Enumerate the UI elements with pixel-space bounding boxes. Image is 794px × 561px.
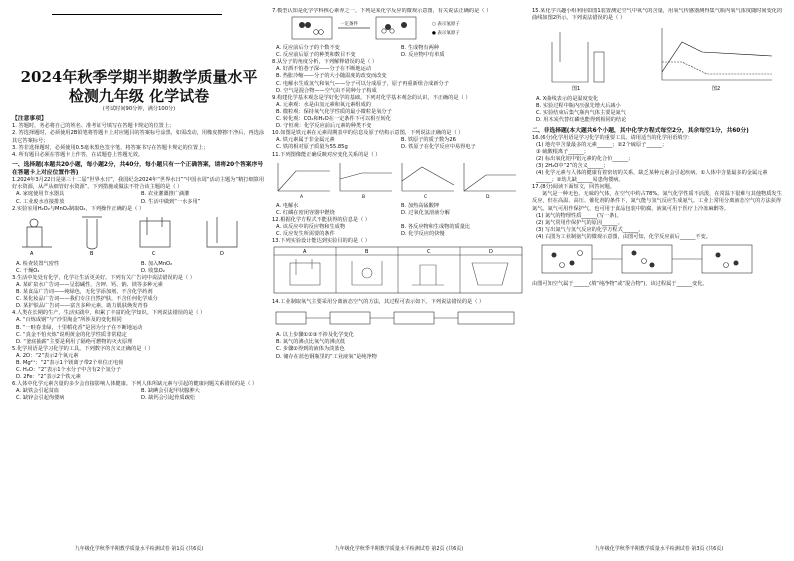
option-b: B. 生成物有两种: [401, 45, 439, 52]
question-2-figure: [12, 213, 266, 257]
fig-label-d: D: [220, 250, 224, 257]
q17-item: (1) 氮气的物理性质______(写一条)。: [536, 212, 622, 219]
option-a: A. 2O：“2”表示2个氧元素: [16, 352, 79, 359]
legend-oxygen: ● 表示氧原子: [432, 31, 460, 37]
question-7-options: [272, 45, 526, 59]
option-a: A. X曲线表示的是温度变化: [536, 96, 599, 103]
option-d: D. 用木炭代替红磷也能得到相同的结论: [536, 117, 627, 124]
question-2-options: [12, 261, 266, 275]
option-c: C. 电解水生成氢气和氧气——分子可以分成原子，原子再重新组合成新分子: [276, 80, 449, 87]
option-b: B. 加热高锰酸钾: [401, 202, 439, 209]
q17-passage: 氮气是一种无色、无味的气体，在空气中约占78%。氮气化学性质不活泼，在常温下很难与其他物质发生反应，但在高温、高压、催化剂的条件下，氮气能与氢气反应生成氨气。工业上常用分离液态空气的方法获得氮气。氮气可用作保护气，也可用于食品包装中防腐。液氮可用于医疗上冷冻麻醉等。: [532, 191, 782, 212]
option-b: B. 氮气的沸点比氧气的沸点低: [276, 339, 346, 346]
option-b: B. 实验过程中瓶内压强先增大后减小: [536, 103, 621, 110]
page-footer-2: 九年级化学秋季半期教学质量水平检测试卷 第2页 (共6页): [334, 546, 464, 552]
option-c: C. 铁的相对原子质量为55.85g: [276, 144, 348, 151]
option-a: A. 该反应中的反应物和生成物: [276, 223, 346, 230]
option-b: B. 农业灌溉推广滴灌: [141, 191, 190, 198]
option-b: B. 热胀冷缩——分子的大小随温度的改变而改变: [276, 73, 387, 80]
figure-1-label: 图1: [572, 86, 581, 93]
option-a: A. 家庭使用节水器具: [16, 191, 65, 198]
question-7-molecule-figure: [272, 15, 526, 41]
question-10-options: [272, 137, 526, 151]
question-15: 15.某化学兴趣小组利用如图1装置测定空气中氧气的含量，用氧气传感器测得集气瓶内氧气浓度随时间变化的曲线如图2所示。下列说法错误的是（ ）: [532, 8, 783, 22]
question-1: 1.2024年3月22日是第三十二届“世界水日”，我国纪念2024年“世界水日”“中国水周”活动主题为“精打细算用好水资源，从严从细管好水资源”。下列措施或做法不符合该主题的是（ ）: [12, 177, 265, 191]
option-c: C. H₂O：“2”表示1个水分子中含有2个氢分子: [16, 367, 121, 374]
option-a: A. 检查装置气密性: [16, 260, 60, 267]
title-line-2: 检测九年级 化学试卷: [68, 87, 210, 105]
question-15-figures: [532, 22, 786, 92]
graph-label-d: D: [486, 194, 490, 199]
option-d: D. 空气是混合物——空气由不同种分子构成: [276, 87, 377, 94]
q17-item: (3) 写出氮气与氢气反应的化学方程式______。: [536, 226, 644, 233]
option-d: D. 反应物中有单质: [401, 52, 445, 59]
graph-label-b: B: [362, 194, 366, 199]
column-2: [272, 8, 526, 553]
option-a: A. 好酒不怕巷子深——分子在不断地运动: [276, 66, 371, 73]
question-3: 3.生活中处处有化学，化学让生活更美好。下列有关广告词中说法错误的是（ ）: [12, 274, 195, 281]
reaction-arrow-label: 一定条件: [340, 22, 358, 28]
option-d: D. 收集O₂: [141, 267, 165, 274]
section-1-heading: 一、选择题(本题共20小题，每小题2分，共40分，每小题只有一个正确答案，请将20个答案序号在答题卡上对应位置作答): [12, 162, 264, 177]
header-rule: [52, 14, 222, 15]
column-3: [532, 8, 786, 553]
option-a: A. 电解水: [276, 202, 299, 209]
q16-item: (3) 2H₂O中“2”的含义______；: [536, 162, 609, 169]
option-d: D. 某护肤品广告词——富含多种元素，助力肌肤焕发青春: [16, 303, 148, 310]
graph-label-a: A: [300, 194, 304, 199]
option-c: C. 转化观：CO₂和H₂O在一定条件下可以相互转化: [276, 116, 391, 123]
question-13: 13.下列实验设计能达到实验目的的是（ ）: [272, 238, 371, 245]
cell-label-b: B: [365, 249, 369, 256]
option-c: C. 实验结束后集气瓶内气体主要是氮气: [536, 110, 626, 117]
fig-label-c: C: [152, 250, 156, 257]
question-10: 10.如图是铁元素在元素周期表中的信息及原子结构示意图，下列说法正确的是（ ）: [272, 130, 464, 137]
option-c: C. 红磷在密闭容器中燃烧: [276, 209, 335, 216]
question-11-graphs: [272, 159, 526, 199]
option-b: B. 缺碘会引起甲状腺肿大: [141, 388, 200, 395]
cell-label-d: D: [489, 249, 493, 256]
time-note: (考试时间90分钟，满分100分): [102, 106, 176, 112]
option-a: A. 某矿泉水广告词——呈弱碱性，含钾、钙、钠、镁等多种元素: [16, 281, 163, 288]
note-item: 4. 所有题目必须在答题卡上作答，在试题卷上答题无效。: [12, 152, 144, 159]
option-a: A. 反应前后分子的个数不变: [276, 45, 340, 52]
option-b: B. 某食品广告词——纯绿色，无化学添加剂，不含化学药剂: [16, 289, 153, 296]
option-a: A. 缺铁会引起贫血: [16, 388, 60, 395]
option-b: B. “一畦春韭绿，十里稻花香”是因为分子在不断地运动: [16, 324, 143, 331]
q17-tail: 由图可知空气属于______(填“纯净物”或“混合物”)，该过程属于______变化。: [532, 280, 708, 287]
legend-hydrogen: ○ 表示氢原子: [432, 22, 460, 28]
question-7: 7.模型认知是化学学科核心素养之一。下列是某化学反应的微观示意图，有关说法正确的是（ ）: [272, 8, 492, 14]
option-d: D. 守恒观：化学反应前后元素的种类不变: [276, 123, 372, 130]
option-d: D. 铁原子在化学反应中易得电子: [401, 144, 476, 151]
note-item: 2. 答选择题时，必须使用2B铅笔将答题卡上对应题目的答案标号涂黑，如需改动，用橡皮擦擦干净后，再选涂其它答案标号；: [12, 130, 265, 144]
cell-label-c: C: [427, 249, 431, 256]
option-d: D. 缺钙会引起骨质疏松: [141, 395, 195, 402]
option-d: D. 化学反应的快慢: [401, 230, 445, 237]
question-14-process-flow: [272, 306, 526, 328]
option-b: B. 加入MnO₂: [141, 260, 173, 267]
option-c: C. 反应发生所需要的条件: [276, 230, 335, 237]
question-2: 2.实验室用H₂O₂与MnO₂制取O₂，下列操作正确的是（ ）: [12, 205, 145, 212]
question-17-particle-figure: [532, 241, 786, 277]
option-d: D. 2Fe：“2”表示2个铁元素: [16, 374, 81, 381]
q16-item: (1) 地壳中含量最多的元素______；②2个硫原子______；: [536, 141, 668, 148]
exam-title: [12, 68, 266, 106]
graph-label-c: C: [424, 194, 428, 199]
question-4: 4.人类在长期的生产、生活实践中，积累了丰富的化学知识。下列说法错误的是（ ）: [12, 310, 206, 317]
question-11: 11.下列图像能正确反映对应变化关系的是（ ）: [272, 151, 381, 158]
question-11-options: [272, 203, 526, 217]
q16-item: (4) 化学元素与人体的健康有着密切的关系，缺乏某种元素会引起疾病。①人体中含量最多的金属元素______；②幼儿缺______易患佝偻病。: [536, 170, 768, 184]
q17-item: (2) 氮气常用作保护气的原因______。: [536, 219, 623, 226]
note-item: 1. 答题时，务必将自己的姓名、准考证号填写在答题卡规定的位置上；: [12, 123, 175, 130]
option-c: C. 干燥O₂: [16, 267, 40, 274]
option-d: D. 过氧化氢溶液分解: [401, 209, 450, 216]
question-14: 14.工业制取氧气主要采用分离液态空气的方法，其过程可表示如下。下列说法错误的是（ ）: [272, 299, 485, 306]
fig-label-b: B: [90, 250, 94, 257]
option-c: C. 缺锌会引起佝偻病: [16, 395, 65, 402]
column-1: [12, 8, 266, 553]
title-line-1: 2024年秋季学期半期教学质量水平: [20, 68, 258, 86]
question-17: 17.(8分)阅读下面短文，回答问题。: [532, 184, 616, 191]
option-d: D. 储存在蓝色钢瓶里的“工业液氧”是纯净物: [276, 353, 377, 360]
question-5: 5.化学用语是学习化学的工具。下列数字的含义正确的是（ ）: [12, 345, 154, 352]
question-9: 9.构建化学基本观念是学好化学的基础。下列对化学基本观念的认识，不正确的是（ ）: [272, 94, 471, 101]
option-d: D. “釜底抽薪”主要是利用了隔绝可燃物的灭火原理: [16, 338, 133, 345]
option-a: A. 以上步骤①②③不涉及化学变化: [276, 332, 354, 339]
fig-label-a: A: [30, 250, 34, 257]
option-c: C. 反应前后原子的种类和数目不变: [276, 52, 356, 59]
option-a: A. “百炼成钢”与“沙里淘金”所涉及的变化相同: [16, 317, 122, 324]
question-8: 8.从分子的角度分析，下列解释错误的是（ ）: [272, 59, 378, 66]
figure-2-label: 图2: [712, 86, 721, 93]
page-footer-3: 九年级化学秋季半期教学质量水平检测试卷 第3页 (共6页): [594, 546, 724, 552]
option-c: C. 某化妆品广告词——我们专注自然护肤，不含任何化学成分: [16, 296, 158, 303]
question-6-options: [12, 388, 266, 402]
q16-item: (2) 标出氧化铝中铝元素的化合价______；: [536, 155, 634, 162]
page-footer-1: 九年级化学秋季半期教学质量水平检测试卷 第1页 (共6页): [74, 546, 204, 552]
option-d: D. 生活中做到“一水多用”: [141, 198, 201, 205]
question-12: 12.根据化学方程式不能获得的信息是（ ）: [272, 216, 371, 223]
notes-heading: 【注意事项】: [12, 116, 47, 123]
question-1-options: [12, 191, 266, 205]
option-c: C. 步骤②得到的液体为淡蓝色: [276, 346, 345, 353]
question-13-apparatus-table: [272, 245, 526, 295]
section-2-heading: 二、非选择题(本大题共6个小题，其中化学方程式每空2分，其余每空1分，共60分): [532, 127, 749, 134]
option-c: C. “真金不怕火炼”说明黄金的化学性质非常稳定: [16, 331, 127, 338]
option-c: C. 工业废水直接排放: [16, 198, 65, 205]
question-16: 16.(6分)化学用语是学习化学的重要工具。请用适当的化学用语填空：: [532, 134, 693, 141]
question-6: 6.人体中化学元素含量的多少会直接影响人体健康。下列人体所缺元素与引起的健康问题关系错误的是（ ）: [12, 381, 258, 388]
option-a: A. 元素观：水是由氢元素和氧元素组成的: [276, 101, 371, 108]
q17-item: (4) 右图为工业制氨气的微观示意图，由图可知，化学反应前后______不变。: [536, 233, 711, 240]
option-b: B. Mg²⁺：“2”表示1个镁离子带2个单位正电荷: [16, 360, 124, 366]
option-b: B. 铁原子的质子数为26: [401, 137, 456, 144]
note-item: 3. 答非选择题时，必须使用0.5毫米黑色签字笔，将答案书写在答题卡规定的位置上；: [12, 144, 209, 151]
q16-item: ③ 硫酸根离子______；: [536, 148, 589, 155]
question-12-options: [272, 224, 526, 238]
option-a: A. 铁元素属于非金属元素: [276, 137, 335, 144]
cell-label-a: A: [303, 249, 307, 256]
option-b: B. 各反应物和生成物的质量比: [401, 223, 471, 230]
option-b: B. 微粒观：保持氧气化学性质的最小微粒是氧分子: [276, 108, 392, 115]
